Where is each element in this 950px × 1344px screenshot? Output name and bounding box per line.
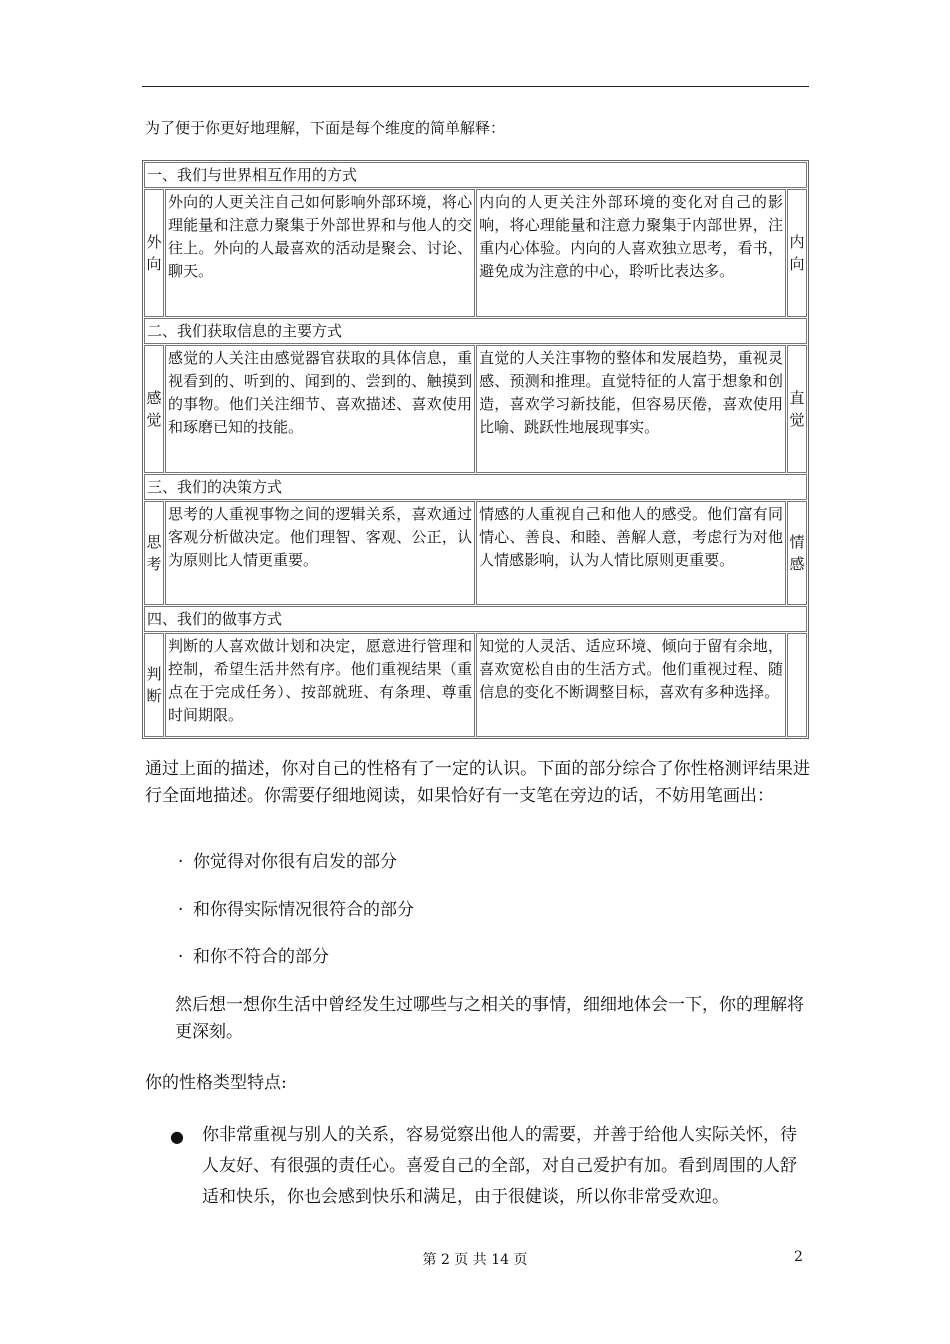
- section-row: [144, 345, 807, 473]
- dimension-table: [142, 160, 809, 739]
- list-item: [178, 849, 397, 875]
- header-rule: [142, 86, 809, 87]
- left-type-description: 思考的人重视事物之间的逻辑关系，喜欢通过客观分析做决定。他们理智、客观、公正，认为原则比人情更重要。: [165, 501, 475, 605]
- section-row: [144, 633, 807, 737]
- after-table-paragraph: 通过上面的描述，你对自己的性格有了一定的认识。下面的部分综合了你性格测评结果进行全面地描述。你需要仔细地阅读，如果恰好有一支笔在旁边的话，不妨用笔画出：: [145, 759, 810, 806]
- right-type-description: 内向的人更关注外部环境的变化对自己的影响，将心理能量和注意力聚集于内部世界，注重内心体验。内向的人喜欢独立思考，看书，避免成为注意的中心，聆听比表达多。: [476, 189, 786, 317]
- page-footer: 第 2 页 共 14 页: [422, 1252, 528, 1268]
- right-type-description: 直觉的人关注事物的整体和发展趋势，重视灵感、预测和推理。直觉特征的人富于想象和创造，喜欢学习新技能，但容易厌倦，喜欢使用比喻、跳跃性地展现事实。: [476, 345, 786, 473]
- list-item-text: 和你不符合的部分: [193, 947, 329, 967]
- reflection-paragraph: 然后想一想你生活中曾经发生过哪些与之相关的事情，细细地体会一下，你的理解将更深刻。: [175, 995, 804, 1042]
- section-header-row: [144, 474, 807, 500]
- point-marker: ·: [178, 947, 184, 967]
- point-marker: ·: [178, 900, 184, 920]
- section-header: 四、我们的做事方式: [144, 606, 807, 632]
- section-header: 三、我们的决策方式: [144, 474, 807, 500]
- left-type-label: 外向: [144, 189, 164, 317]
- bullet-marker: ●: [170, 1127, 184, 1146]
- right-type-description: 知觉的人灵活、适应环境、倾向于留有余地，喜欢宽松自由的生活方式。他们重视过程、随信息的变化不断调整目标，喜欢有多种选择。: [476, 633, 786, 737]
- section-header-row: [144, 318, 807, 344]
- section-header: 二、我们获取信息的主要方式: [144, 318, 807, 344]
- list-item: [178, 897, 414, 923]
- page-number: 2: [794, 1249, 803, 1265]
- right-type-label: 内向: [787, 189, 807, 317]
- point-marker: ·: [178, 852, 184, 872]
- left-type-description: 外向的人更关注自己如何影响外部环境，将心理能量和注意力聚集于外部世界和与他人的交往上。外向的人最喜欢的活动是聚会、讨论、聊天。: [165, 189, 475, 317]
- section-header-row: [144, 162, 807, 188]
- right-type-description: 情感的人重视自己和他人的感受。他们富有同情心、善良、和睦、善解人意，考虑行为对他人情感影响，认为人情比原则更重要。: [476, 501, 786, 605]
- section-row: [144, 501, 807, 605]
- section-header-row: [144, 606, 807, 632]
- list-item: [178, 944, 329, 970]
- left-type-label: 思考: [144, 501, 164, 605]
- right-type-label: [787, 633, 807, 737]
- left-type-description: 判断的人喜欢做计划和决定，愿意进行管理和控制，希望生活井然有序。他们重视结果（重点在于完成任务）、按部就班、有条理、尊重时间期限。: [165, 633, 475, 737]
- section-header: 一、我们与世界相互作用的方式: [144, 162, 807, 188]
- section-row: [144, 189, 807, 317]
- list-item-text: 你觉得对你很有启发的部分: [193, 852, 397, 872]
- right-type-label: 直觉: [787, 345, 807, 473]
- section-title: 你的性格类型特点:: [145, 1073, 287, 1093]
- traits-paragraph: 你非常重视与别人的关系，容易觉察出他人的需要，并善于给他人实际关怀，待人友好、有很强的责任心。喜爱自己的全部，对自己爱护有加。看到周围的人舒适和快乐，你也会感到快乐和满足，由于很健谈，所以你非常受欢迎。: [202, 1125, 797, 1207]
- right-type-label: 情感: [787, 501, 807, 605]
- left-type-label: 判断: [144, 633, 164, 737]
- left-type-description: 感觉的人关注由感觉器官获取的具体信息，重视看到的、听到的、闻到的、尝到的、触摸到的事物。他们关注细节、喜欢描述、喜欢使用和琢磨已知的技能。: [165, 345, 475, 473]
- left-type-label: 感觉: [144, 345, 164, 473]
- intro-text: 为了便于你更好地理解，下面是每个维度的简单解释：: [145, 119, 506, 137]
- list-item-text: 和你得实际情况很符合的部分: [193, 900, 414, 920]
